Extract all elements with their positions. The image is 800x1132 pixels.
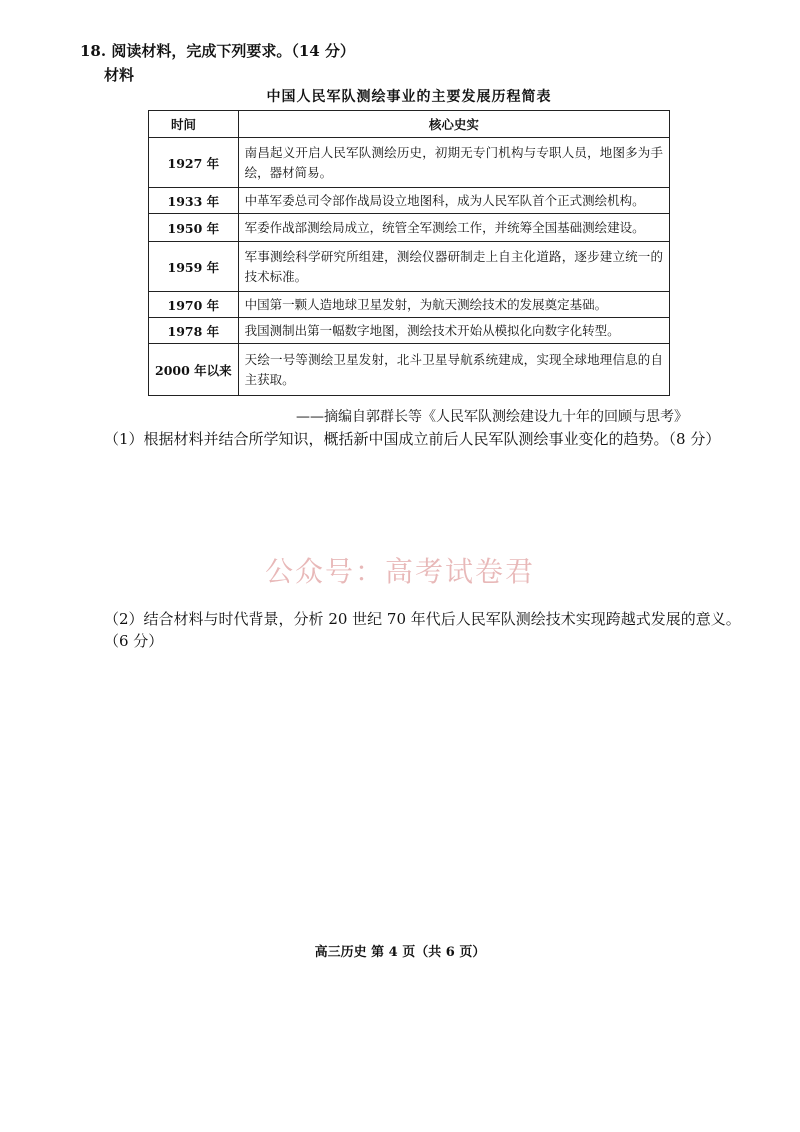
material-label: 材料	[104, 66, 135, 84]
table-row	[149, 292, 670, 318]
sub-question-2: （2）结合材料与时代背景，分析 20 世纪 70 年代后人民军队测绘技术实现跨越式发展的意义。（6 分）	[104, 610, 741, 650]
row-event: 南昌起义开启人民军队测绘历史，初期无专门机构与专职人员，地图多为手绘，器材简易。	[238, 138, 669, 188]
table-source: ——摘编自郭群长等《人民军队测绘建设九十年的回顾与思考》	[296, 409, 688, 425]
page-footer: 高三历史 第 4 页（共 6 页）	[314, 945, 486, 960]
row-event: 军委作战部测绘局成立，统管全军测绘工作，并统筹全国基础测绘建设。	[238, 214, 669, 242]
sub-question-1: （1）根据材料并结合所学知识，概括新中国成立前后人民军队测绘事业变化的趋势。（8 分）	[104, 430, 721, 448]
row-event: 中革军委总司令部作战局设立地图科，成为人民军队首个正式测绘机构。	[238, 188, 669, 214]
row-year: 1970 年	[149, 292, 239, 318]
row-year: 1950 年	[149, 214, 239, 242]
row-year: 2000 年以来	[149, 344, 239, 396]
table-row	[149, 344, 670, 396]
table-header-row	[149, 111, 670, 138]
header-event: 核心史实	[238, 111, 669, 138]
history-table	[148, 110, 670, 396]
table-row	[149, 318, 670, 344]
header-time: 时间	[149, 111, 239, 138]
table-row	[149, 214, 670, 242]
row-event: 军事测绘科学研究所组建，测绘仪器研制走上自主化道路，逐步建立统一的技术标准。	[238, 242, 669, 292]
row-year: 1927 年	[149, 138, 239, 188]
table-row	[149, 188, 670, 214]
table-title: 中国人民军队测绘事业的主要发展历程简表	[266, 89, 552, 105]
table-row	[149, 242, 670, 292]
table-row	[149, 138, 670, 188]
question-heading: 18. 阅读材料，完成下列要求。（14 分）	[80, 42, 355, 60]
row-year: 1933 年	[149, 188, 239, 214]
row-event: 中国第一颗人造地球卫星发射，为航天测绘技术的发展奠定基础。	[238, 292, 669, 318]
row-event: 我国测制出第一幅数字地图，测绘技术开始从模拟化向数字化转型。	[238, 318, 669, 344]
row-year: 1959 年	[149, 242, 239, 292]
watermark: 公众号：高考试卷君	[264, 555, 535, 588]
row-year: 1978 年	[149, 318, 239, 344]
row-event: 天绘一号等测绘卫星发射，北斗卫星导航系统建成，实现全球地理信息的自主获取。	[238, 344, 669, 396]
